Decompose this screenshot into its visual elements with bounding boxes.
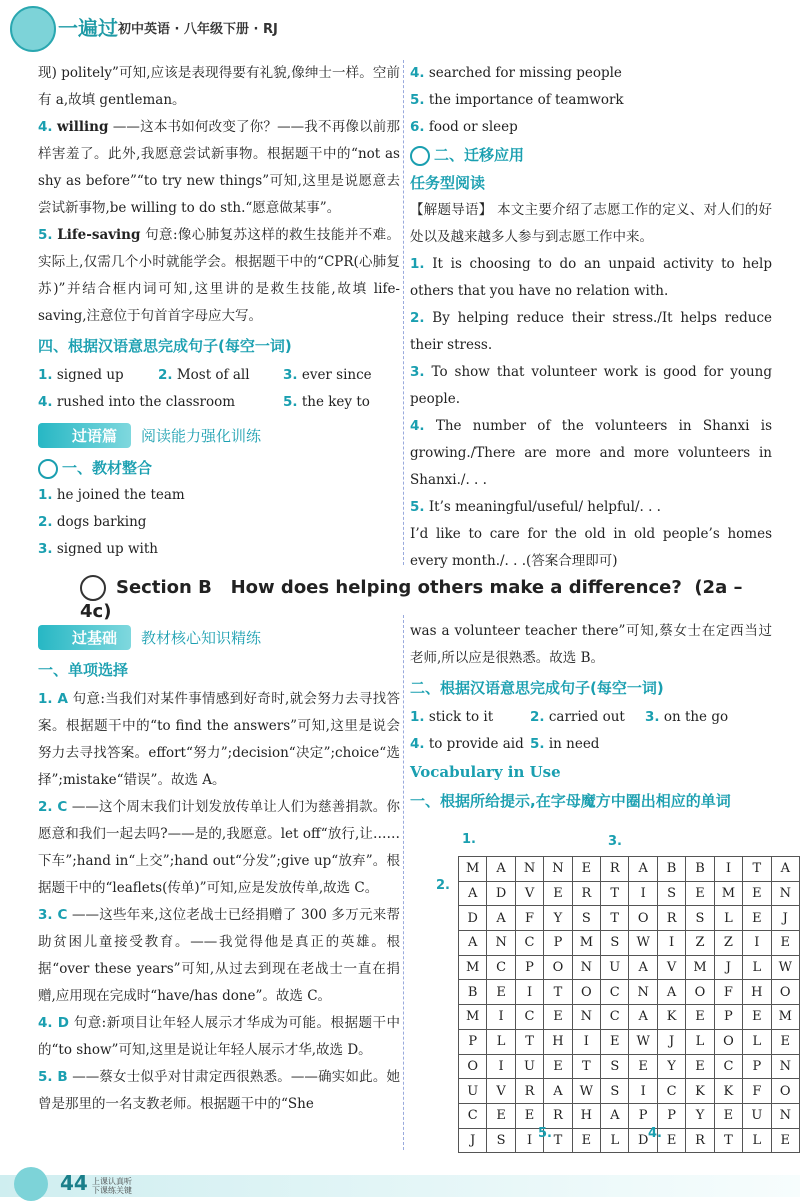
grid-cell: N (771, 881, 799, 906)
grid-cell: O (544, 955, 572, 980)
grid-cell: I (629, 1079, 657, 1104)
left-column-top (38, 60, 400, 563)
subsection-heading: 一、教材整合 (38, 454, 400, 482)
grid-cell: Z (714, 931, 742, 956)
paragraph: was a volunteer teacher there”可知,蔡女士在定西当过老师,所以应是很熟悉。故选 B。 (410, 623, 772, 666)
grid-label: 3. (608, 834, 622, 849)
answer-extra: I’d like to care for the old in old people’s homes every month./. . .(答案合理即可) (410, 526, 772, 569)
grid-cell: I (657, 931, 685, 956)
grid-cell: R (544, 1103, 572, 1128)
section-heading: 一、单项选择 (38, 661, 129, 679)
grid-cell: T (544, 1128, 572, 1153)
grid-cell: E (544, 1054, 572, 1079)
grid-cell: R (572, 881, 600, 906)
grid-cell: K (714, 1079, 742, 1104)
grid-cell: I (487, 1054, 515, 1079)
grid-cell: E (686, 881, 714, 906)
grid-cell: T (743, 857, 771, 882)
answer-item: 1. It is choosing to do an unpaid activity to help others that you have no relation with. (410, 256, 772, 299)
grid-cell: V (487, 1079, 515, 1104)
grid-cell: C (714, 1054, 742, 1079)
grid-row (459, 955, 800, 980)
grid-cell: F (743, 1079, 771, 1104)
grid-cell: P (515, 955, 543, 980)
grid-cell: O (771, 1079, 799, 1104)
section-banner: 过基础 教材核心知识精练 (38, 622, 400, 652)
list-item: 2. dogs barking (38, 514, 147, 530)
grid-cell: U (601, 955, 629, 980)
grid-label: 4. (648, 1126, 662, 1141)
grid-cell: I (572, 1029, 600, 1054)
grid-cell: L (487, 1029, 515, 1054)
answer-row: 1. stick to it 2. carried out 3. on the go (410, 709, 729, 725)
brand-name: 一遍过 (58, 16, 118, 40)
grid-cell: T (714, 1128, 742, 1153)
grid-label: 1. (462, 832, 476, 847)
grid-cell: M (572, 931, 600, 956)
grid-cell: W (771, 955, 799, 980)
grid-cell: Y (544, 906, 572, 931)
grid-cell: E (572, 1128, 600, 1153)
grid-cell: E (771, 1128, 799, 1153)
footer-tip: 上课认真听 下课练关键 (92, 1177, 132, 1195)
right-column-bottom (410, 618, 772, 816)
grid-cell: E (686, 1054, 714, 1079)
grid-cell: B (686, 857, 714, 882)
grid-cell: Z (686, 931, 714, 956)
grid-cell: C (601, 1005, 629, 1030)
grid-cell: P (544, 931, 572, 956)
grid-cell: E (771, 931, 799, 956)
grid-cell: D (487, 881, 515, 906)
grid-cell: V (657, 955, 685, 980)
grid-cell: M (714, 881, 742, 906)
section-heading: 一、根据所给提示,在字母魔方中圈出相应的单词 (410, 792, 731, 810)
grid-cell: E (544, 1005, 572, 1030)
answer-item: 4. The number of the volunteers in Shanxi is growing./There are more and more volunteers in Shanxi./. . . (410, 418, 773, 488)
question-answer: 2. C ——这个周末我们计划发放传单让人们为慈善捐款。你愿意和我们一起去吗?——是的,我愿意。let off“放行,让……下车”;hand in“上交”;hand out“分发”;give up“放弃”。根据题干中的“leaflets(传单)”可知,应是发放传单,故选 C。 (38, 799, 400, 896)
grid-row (459, 1103, 800, 1128)
grid-cell: A (629, 955, 657, 980)
grid-cell: E (487, 1103, 515, 1128)
grid-cell: O (714, 1029, 742, 1054)
grid-cell: J (459, 1128, 487, 1153)
grid-cell: N (544, 857, 572, 882)
grid-cell: A (601, 1103, 629, 1128)
grid-cell: O (771, 980, 799, 1005)
vocabulary-heading: Vocabulary in Use (410, 763, 561, 781)
grid-cell: J (657, 1029, 685, 1054)
grid-cell: E (487, 980, 515, 1005)
grid-cell: I (515, 1128, 543, 1153)
grid-row (459, 1128, 800, 1153)
grid-cell: H (544, 1029, 572, 1054)
grid-row (459, 881, 800, 906)
grid-row (459, 1054, 800, 1079)
grid-label: 2. (436, 878, 450, 893)
grid-cell: E (743, 906, 771, 931)
grid-cell: U (743, 1103, 771, 1128)
grid-cell: S (657, 881, 685, 906)
grid-cell: O (629, 906, 657, 931)
grid-cell: W (629, 931, 657, 956)
grid-cell: N (487, 931, 515, 956)
grid-cell: R (686, 1128, 714, 1153)
logo-icon (10, 6, 56, 52)
grid-cell: E (572, 857, 600, 882)
grid-row (459, 1029, 800, 1054)
grid-cell: Y (686, 1103, 714, 1128)
grid-cell: T (572, 1054, 600, 1079)
grid-cell: A (544, 1079, 572, 1104)
answer-row: 1. signed up 2. Most of all 3. ever since (38, 367, 372, 383)
grid-cell: B (657, 857, 685, 882)
list-item: 1. he joined the team (38, 487, 185, 503)
grid-cell: M (686, 955, 714, 980)
grid-cell: T (544, 980, 572, 1005)
grid-row (459, 1079, 800, 1104)
grid-cell: P (743, 1054, 771, 1079)
grid-cell: S (601, 931, 629, 956)
grid-cell: S (601, 1054, 629, 1079)
grid-cell: L (686, 1029, 714, 1054)
answer-item: 2. By helping reduce their stress./It helps reduce their stress. (410, 310, 773, 353)
question-answer: 4. D 句意:新项目让年轻人展示才华成为可能。根据题干中的“to show”可知,这里是说让年轻人展示才华,故选 D。 (38, 1015, 400, 1058)
answer-item: 5. Life-saving 句意:像心肺复苏这样的救生技能并不难。实际上,仅需几个小时就能学会。根据题干中的“CPR(心肺复苏)”并结合框内词可知,这里讲的是救生技能,故填 life-saving,注意位于句首首字母应大写。 (38, 227, 400, 324)
subsection-heading: 二、迁移应用 (410, 141, 772, 169)
grid-cell: C (515, 1005, 543, 1030)
grid-cell: E (657, 1128, 685, 1153)
question-answer: 5. B ——蔡女士似乎对甘肃定西很熟悉。——确实如此。她曾是那里的一名支教老师。根据题干中的“She (38, 1069, 401, 1112)
grid-cell: M (459, 955, 487, 980)
grid-cell: L (743, 955, 771, 980)
grid-cell: E (714, 1103, 742, 1128)
grid-cell: D (629, 1128, 657, 1153)
grid-cell: J (771, 906, 799, 931)
grid-cell: K (686, 1079, 714, 1104)
grid-cell: C (515, 931, 543, 956)
grid-cell: N (771, 1103, 799, 1128)
grid-cell: L (601, 1128, 629, 1153)
section-icon (80, 575, 106, 601)
grid-cell: R (515, 1079, 543, 1104)
grid-cell: A (657, 980, 685, 1005)
grid-cell: N (572, 1005, 600, 1030)
grid-cell: S (487, 1128, 515, 1153)
grid-cell: U (515, 1054, 543, 1079)
question-answer: 3. C ——这些年来,这位老战士已经捐赠了 300 多万元来帮助贫困儿童接受教育。——我觉得他是真正的英雄。根据“over these years”可知,从过去到现在老战士一直在捐赠,应用现在完成时“have/has done”。故选 C。 (38, 907, 400, 1004)
grid-row (459, 906, 800, 931)
grid-label: 5. (538, 1126, 552, 1141)
grid-cell: A (629, 857, 657, 882)
grid-cell: M (771, 1005, 799, 1030)
grid-cell: T (601, 906, 629, 931)
grid-cell: R (657, 906, 685, 931)
flower-icon (410, 146, 430, 166)
column-divider (403, 60, 404, 565)
mascot-icon (14, 1167, 48, 1201)
grid-cell: A (771, 857, 799, 882)
letter-grid (458, 856, 800, 1153)
grid-cell: I (714, 857, 742, 882)
answer-item: 3. To show that volunteer work is good for young people. (410, 364, 772, 407)
grid-cell: M (459, 857, 487, 882)
grid-cell: N (515, 857, 543, 882)
grid-cell: C (487, 955, 515, 980)
grid-row (459, 980, 800, 1005)
section-banner: 过语篇 阅读能力强化训练 (38, 420, 400, 450)
grid-cell: K (657, 1005, 685, 1030)
grid-cell: H (572, 1103, 600, 1128)
grid-cell: E (629, 1054, 657, 1079)
grid-cell: I (487, 1005, 515, 1030)
answer-item: 4. willing ——这本书如何改变了你？——我不再像以前那样害羞了。此外,我愿意尝试新事物。根据题干中的“not as shy as before”“to try new things”可知,这里是说愿意去尝试新事物,be willing to do sth.“愿意做某事”。 (38, 119, 401, 216)
grid-cell: I (515, 980, 543, 1005)
grid-cell: P (629, 1103, 657, 1128)
grid-cell: S (572, 906, 600, 931)
grid-cell: P (459, 1029, 487, 1054)
grid-row (459, 857, 800, 882)
grid-cell: R (601, 857, 629, 882)
grid-cell: T (515, 1029, 543, 1054)
grid-cell: C (601, 980, 629, 1005)
grid-cell: T (601, 881, 629, 906)
grid-cell: E (601, 1029, 629, 1054)
column-divider (403, 615, 404, 1150)
grid-cell: N (629, 980, 657, 1005)
grid-cell: I (629, 881, 657, 906)
grid-cell: M (459, 1005, 487, 1030)
grid-cell: E (544, 881, 572, 906)
grid-row (459, 1005, 800, 1030)
list-item: 5. the importance of teamwork (410, 92, 624, 108)
grid-cell: N (771, 1054, 799, 1079)
grid-cell: P (714, 1005, 742, 1030)
grid-cell: A (487, 857, 515, 882)
list-item: 4. searched for missing people (410, 65, 622, 81)
flower-icon (38, 459, 58, 479)
grid-cell: E (743, 881, 771, 906)
page-footer (0, 1165, 800, 1202)
grid-cell: A (459, 931, 487, 956)
grid-cell: Y (657, 1054, 685, 1079)
grid-cell: F (714, 980, 742, 1005)
grid-cell: O (686, 980, 714, 1005)
task-heading: 任务型阅读 (410, 174, 486, 192)
answer-row: 4. to provide aid 5. in need (410, 736, 600, 752)
grid-row (459, 931, 800, 956)
grid-cell: E (686, 1005, 714, 1030)
right-column-top (410, 60, 772, 575)
grid-cell: S (601, 1079, 629, 1104)
list-item: 3. signed up with (38, 541, 158, 557)
book-title: 初中英语 · 八年级下册 · RJ (118, 22, 278, 37)
grid-cell: A (459, 881, 487, 906)
grid-cell: P (657, 1103, 685, 1128)
grid-cell: S (686, 906, 714, 931)
grid-cell: E (515, 1103, 543, 1128)
page-number: 44 (60, 1171, 88, 1195)
grid-cell: A (487, 906, 515, 931)
grid-cell: O (572, 980, 600, 1005)
grid-cell: L (714, 906, 742, 931)
grid-cell: N (572, 955, 600, 980)
guide-text: 【解题导语】 本文主要介绍了志愿工作的定义、对人们的好处以及越来越多人参与到志愿工作中来。 (410, 202, 772, 245)
question-answer: 1. A 句意:当我们对某件事情感到好奇时,就会努力去寻找答案。根据题干中的“to find the answers”可知,这里是说会努力去寻找答案。effort“努力”;decision“决定”;choice“选择”;mistake“错误”。故选 A。 (38, 691, 401, 788)
paragraph: 现) politely”可知,应该是表现得要有礼貌,像绅士一样。空前有 a,故填 gentleman。 (38, 65, 400, 108)
answer-row: 4. rushed into the classroom 5. the key to (38, 394, 370, 410)
section-heading: 二、根据汉语意思完成句子(每空一词) (410, 679, 664, 697)
grid-cell: W (572, 1079, 600, 1104)
grid-cell: O (459, 1054, 487, 1079)
grid-cell: A (629, 1005, 657, 1030)
grid-cell: W (629, 1029, 657, 1054)
left-column-bottom (38, 618, 400, 1118)
grid-cell: C (657, 1079, 685, 1104)
grid-cell: L (743, 1128, 771, 1153)
grid-cell: H (743, 980, 771, 1005)
list-item: 6. food or sleep (410, 119, 518, 135)
grid-cell: U (459, 1079, 487, 1104)
section-title: Section B How does helping others make a difference? (2a – 4c) (80, 577, 743, 622)
grid-cell: J (714, 955, 742, 980)
grid-cell: C (459, 1103, 487, 1128)
grid-cell: D (459, 906, 487, 931)
grid-cell: E (743, 1005, 771, 1030)
grid-cell: L (743, 1029, 771, 1054)
grid-cell: F (515, 906, 543, 931)
page-header (0, 0, 800, 52)
grid-cell: E (771, 1029, 799, 1054)
grid-cell: B (459, 980, 487, 1005)
grid-cell: V (515, 881, 543, 906)
section-heading: 四、根据汉语意思完成句子(每空一词) (38, 337, 292, 355)
answer-item: 5. It’s meaningful/useful/ helpful/. . . (410, 499, 661, 515)
grid-cell: I (743, 931, 771, 956)
